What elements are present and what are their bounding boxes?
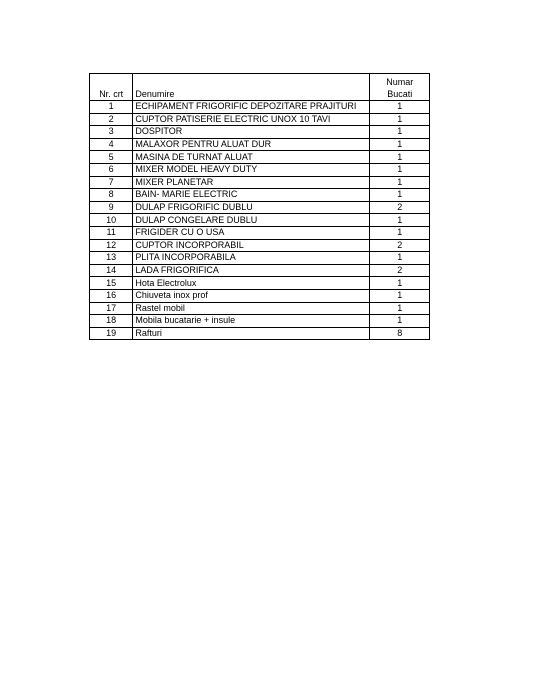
cell-nr-crt: 17 [90,302,133,315]
header-denumire: Denumire [133,74,370,101]
cell-numar-bucati: 1 [370,289,430,302]
cell-numar-bucati: 1 [370,277,430,290]
cell-denumire: DULAP CONGELARE DUBLU [133,214,370,227]
cell-numar-bucati: 1 [370,214,430,227]
table-row [90,126,430,139]
cell-denumire: MASINA DE TURNAT ALUAT [133,151,370,164]
cell-numar-bucati: 2 [370,201,430,214]
table-row [90,189,430,202]
cell-numar-bucati: 1 [370,226,430,239]
cell-denumire: PLITA INCORPORABILA [133,252,370,265]
table-body [90,101,430,340]
cell-nr-crt: 5 [90,151,133,164]
cell-nr-crt: 12 [90,239,133,252]
cell-denumire: FRIGIDER CU O USA [133,226,370,239]
cell-numar-bucati: 1 [370,189,430,202]
cell-denumire: Mobila bucatarie + insule [133,315,370,328]
cell-nr-crt: 11 [90,226,133,239]
table-row [90,163,430,176]
cell-denumire: MIXER MODEL HEAVY DUTY [133,163,370,176]
cell-nr-crt: 3 [90,126,133,139]
cell-numar-bucati: 1 [370,302,430,315]
header-numar-bucati [370,74,430,101]
cell-denumire: DULAP FRIGORIFIC DUBLU [133,201,370,214]
table-row [90,151,430,164]
table-row [90,315,430,328]
table-row [90,113,430,126]
cell-denumire: BAIN- MARIE ELECTRIC [133,189,370,202]
header-row [90,74,430,101]
cell-nr-crt: 6 [90,163,133,176]
cell-denumire: MIXER PLANETAR [133,176,370,189]
table-row [90,264,430,277]
cell-nr-crt: 2 [90,113,133,126]
table-row [90,214,430,227]
table-row [90,138,430,151]
cell-nr-crt: 10 [90,214,133,227]
cell-numar-bucati: 2 [370,239,430,252]
cell-denumire: CUPTOR PATISERIE ELECTRIC UNOX 10 TAVI [133,113,370,126]
cell-numar-bucati: 1 [370,252,430,265]
cell-denumire: MALAXOR PENTRU ALUAT DUR [133,138,370,151]
table-row [90,327,430,340]
cell-nr-crt: 14 [90,264,133,277]
cell-numar-bucati: 1 [370,126,430,139]
cell-denumire: Rastel mobil [133,302,370,315]
cell-nr-crt: 4 [90,138,133,151]
header-numar-line2: Bucati [387,89,413,99]
cell-nr-crt: 18 [90,315,133,328]
cell-numar-bucati: 1 [370,176,430,189]
cell-nr-crt: 9 [90,201,133,214]
cell-denumire: ECHIPAMENT FRIGORIFIC DEPOZITARE PRAJITURI [133,101,370,114]
cell-nr-crt: 16 [90,289,133,302]
cell-nr-crt: 19 [90,327,133,340]
cell-denumire: Hota Electrolux [133,277,370,290]
cell-nr-crt: 15 [90,277,133,290]
table-row [90,302,430,315]
table-header [90,74,430,101]
cell-denumire: Rafturi [133,327,370,340]
cell-nr-crt: 7 [90,176,133,189]
table-row [90,201,430,214]
cell-nr-crt: 8 [90,189,133,202]
cell-denumire: DOSPITOR [133,126,370,139]
header-nr-crt: Nr. crt [90,74,133,101]
table-row [90,101,430,114]
cell-numar-bucati: 1 [370,315,430,328]
header-numar-line1: Numar [386,77,414,87]
cell-nr-crt: 1 [90,101,133,114]
table-row [90,277,430,290]
cell-numar-bucati: 1 [370,151,430,164]
table-row [90,252,430,265]
cell-nr-crt: 13 [90,252,133,265]
cell-numar-bucati: 1 [370,163,430,176]
cell-numar-bucati: 8 [370,327,430,340]
table-row [90,289,430,302]
cell-denumire: LADA FRIGORIFICA [133,264,370,277]
cell-denumire: Chiuveta inox prof [133,289,370,302]
cell-numar-bucati: 1 [370,113,430,126]
table-row [90,239,430,252]
cell-numar-bucati: 1 [370,138,430,151]
table-row [90,226,430,239]
inventory-table [89,73,430,340]
cell-numar-bucati: 1 [370,101,430,114]
cell-denumire: CUPTOR INCORPORABIL [133,239,370,252]
cell-numar-bucati: 2 [370,264,430,277]
table-row [90,176,430,189]
